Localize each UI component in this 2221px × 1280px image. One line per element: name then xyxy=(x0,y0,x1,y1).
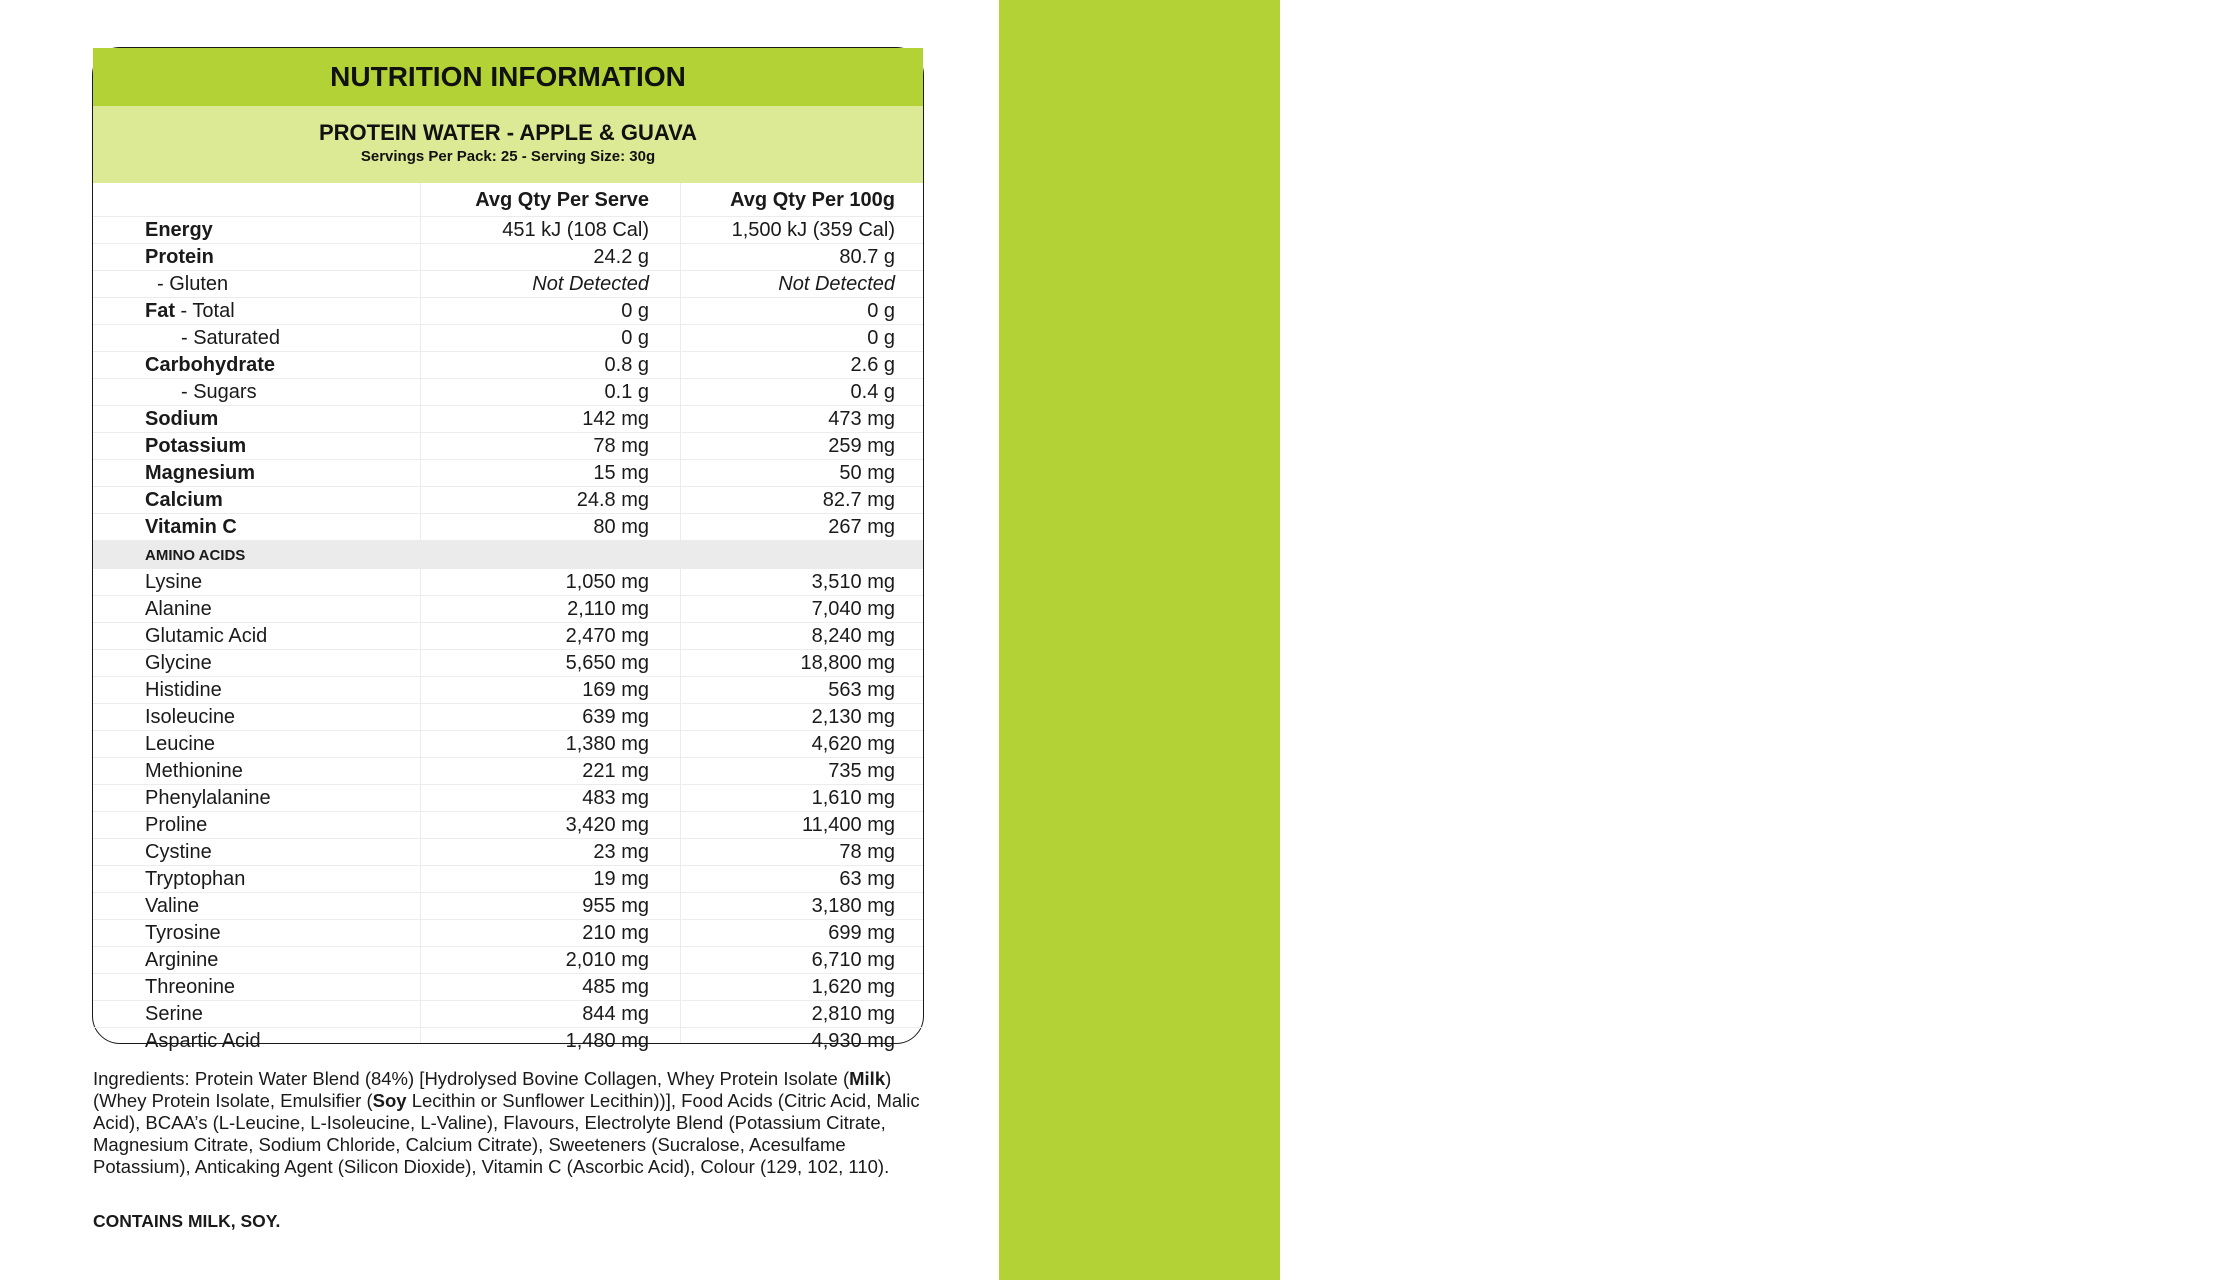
qty-per-100g: 735 mg xyxy=(828,760,895,782)
table-row xyxy=(93,866,923,893)
qty-per-100g: 0.4 g xyxy=(850,381,895,403)
table-row xyxy=(93,920,923,947)
qty-per-100g: 78 mg xyxy=(839,841,895,863)
amino-label: Isoleucine xyxy=(145,706,236,728)
amino-label: Leucine xyxy=(145,733,216,755)
amino-label: Lysine xyxy=(145,571,203,593)
qty-per-serve: Not Detected xyxy=(532,273,649,295)
qty-per-100g: 1,500 kJ (359 Cal) xyxy=(731,219,895,241)
table-row xyxy=(93,677,923,704)
qty-per-100g: 80.7 g xyxy=(839,246,895,268)
qty-per-serve: 844 mg xyxy=(582,1003,649,1025)
amino-label: Glutamic Acid xyxy=(145,625,268,647)
ingredients-part: ) (Whey Protein Isolate, Emulsifier ( xyxy=(93,1068,892,1111)
table-row xyxy=(93,623,923,650)
table-row xyxy=(93,839,923,866)
nutrition-panel xyxy=(92,47,924,1052)
table-row xyxy=(93,731,923,758)
table-row xyxy=(93,298,923,325)
qty-per-serve: 23 mg xyxy=(593,841,649,863)
flavour-side-panel xyxy=(999,0,2221,1280)
qty-per-100g: 259 mg xyxy=(828,435,895,457)
qty-per-100g: 2,130 mg xyxy=(811,706,895,728)
qty-per-serve: 24.2 g xyxy=(593,246,649,268)
qty-per-100g: 3,180 mg xyxy=(811,895,895,917)
table-row xyxy=(93,1001,923,1028)
table-row xyxy=(93,460,923,487)
column-header-row xyxy=(93,183,923,217)
nutrient-label: Sodium xyxy=(145,408,219,430)
table-row xyxy=(93,569,923,596)
nutrient-label: - Gluten xyxy=(157,273,229,295)
table-row xyxy=(93,379,923,406)
ingredients-part: Lecithin or Sunflower Lecithin))], Food Acids (Citric Acid, Malic Acid), BCAA’s (L-Leucine, L-Isoleucine, L-Valine), Flavours, Electrolyte Blend (Potassium Citrate, Magnesium Citrate, Sodium Chloride, Calcium Citrate), Sweeteners (Sucralose, Acesulfame Potassium), Anticaking Agent (Silicon Dioxide), Vitamin C (Ascorbic Acid), Colour (129, 102, 110). xyxy=(93,1090,920,1177)
qty-per-serve: 5,650 mg xyxy=(565,652,649,674)
qty-per-100g: 82.7 mg xyxy=(822,489,895,511)
qty-per-100g: 6,710 mg xyxy=(811,949,895,971)
qty-per-serve: 1,050 mg xyxy=(565,571,649,593)
qty-per-serve: 169 mg xyxy=(582,679,649,701)
nutrient-label: Magnesium xyxy=(145,462,256,484)
qty-per-100g: 699 mg xyxy=(828,922,895,944)
qty-per-serve: 639 mg xyxy=(582,706,649,728)
table-row xyxy=(93,325,923,352)
qty-per-serve: 451 kJ (108 Cal) xyxy=(502,219,649,241)
table-row xyxy=(93,244,923,271)
qty-per-serve: 0.8 g xyxy=(604,354,649,376)
nutrient-label xyxy=(145,300,235,323)
qty-per-100g: 63 mg xyxy=(839,868,895,890)
qty-per-100g: 563 mg xyxy=(828,679,895,701)
amino-label: Serine xyxy=(145,1003,203,1025)
qty-per-serve: 485 mg xyxy=(582,976,649,998)
amino-label: Arginine xyxy=(145,949,219,971)
qty-per-serve: 3,420 mg xyxy=(565,814,649,836)
amino-label: Valine xyxy=(145,895,200,917)
qty-per-100g: 0 g xyxy=(867,300,895,322)
nutrient-label: - Sugars xyxy=(181,381,257,403)
qty-per-100g: 1,620 mg xyxy=(811,976,895,998)
qty-per-100g: 267 mg xyxy=(828,516,895,538)
qty-per-100g: 11,400 mg xyxy=(801,814,895,836)
nutrient-label-bold: Fat xyxy=(145,300,175,322)
table-row xyxy=(93,974,923,1001)
nutrient-label: Protein xyxy=(145,246,214,268)
amino-label: Aspartic Acid xyxy=(145,1030,261,1052)
col-header-serve: Avg Qty Per Serve xyxy=(475,189,649,211)
amino-label: Glycine xyxy=(145,652,212,674)
product-header xyxy=(93,106,923,183)
amino-acids-section-header xyxy=(93,541,923,569)
section-title: AMINO ACIDS xyxy=(145,547,246,564)
nutrient-label: Energy xyxy=(145,219,213,241)
table-row xyxy=(93,217,923,244)
qty-per-100g: 3,510 mg xyxy=(811,571,895,593)
allergen-statement: CONTAINS MILK, SOY. xyxy=(93,1211,281,1231)
qty-per-100g: 4,930 mg xyxy=(811,1030,895,1052)
nutrient-label: Potassium xyxy=(145,435,247,457)
table-row xyxy=(93,271,923,298)
table-row xyxy=(93,812,923,839)
table-row xyxy=(93,406,923,433)
table-row xyxy=(93,352,923,379)
nutrient-label-rest: - Total xyxy=(175,300,235,322)
qty-per-serve: 1,380 mg xyxy=(565,733,649,755)
qty-per-serve: 19 mg xyxy=(593,868,649,890)
qty-per-100g: 0 g xyxy=(867,327,895,349)
amino-label: Cystine xyxy=(145,841,212,863)
amino-label: Tyrosine xyxy=(145,922,221,944)
qty-per-100g: 473 mg xyxy=(828,408,895,430)
table-row xyxy=(93,487,923,514)
flavour-vertical-label: APPLE & GUAVA xyxy=(2072,95,2221,1185)
table-row xyxy=(93,650,923,677)
ingredients-part: Ingredients: Protein Water Blend (84%) [Hydrolysed Bovine Collagen, Whey Protein Isolate ( xyxy=(93,1068,850,1089)
amino-acid-table xyxy=(93,569,923,1054)
col-header-100g: Avg Qty Per 100g xyxy=(730,189,895,211)
qty-per-100g: Not Detected xyxy=(778,273,895,295)
amino-label: Alanine xyxy=(145,598,212,620)
amino-label: Methionine xyxy=(145,760,243,782)
qty-per-serve: 0 g xyxy=(621,327,649,349)
table-row xyxy=(93,785,923,812)
qty-per-serve: 221 mg xyxy=(582,760,649,782)
qty-per-serve: 0 g xyxy=(621,300,649,322)
table-row xyxy=(93,1028,923,1054)
qty-per-serve: 24.8 mg xyxy=(576,489,649,511)
amino-label: Proline xyxy=(145,814,208,836)
amino-label: Threonine xyxy=(145,976,236,998)
qty-per-100g: 50 mg xyxy=(839,462,895,484)
qty-per-serve: 955 mg xyxy=(582,895,649,917)
amino-label: Phenylalanine xyxy=(145,787,271,809)
qty-per-serve: 142 mg xyxy=(582,408,649,430)
qty-per-serve: 0.1 g xyxy=(604,381,649,403)
nutrient-label: - Saturated xyxy=(181,327,280,349)
table-row xyxy=(93,893,923,920)
qty-per-100g: 7,040 mg xyxy=(811,598,895,620)
table-row xyxy=(93,433,923,460)
qty-per-100g: 2,810 mg xyxy=(811,1003,895,1025)
qty-per-100g: 2.6 g xyxy=(850,354,895,376)
product-name: PROTEIN WATER - APPLE & GUAVA xyxy=(318,120,698,145)
allergen-milk: Milk xyxy=(849,1068,886,1089)
qty-per-serve: 483 mg xyxy=(582,787,649,809)
nutrition-title: NUTRITION INFORMATION xyxy=(93,48,923,106)
qty-per-serve: 78 mg xyxy=(593,435,649,457)
serving-info: Servings Per Pack: 25 - Serving Size: 30g xyxy=(360,148,656,165)
allergen-soy: Soy xyxy=(372,1090,407,1111)
amino-label: Tryptophan xyxy=(145,868,246,890)
qty-per-serve: 80 mg xyxy=(593,516,649,538)
qty-per-serve: 1,480 mg xyxy=(565,1030,649,1052)
table-row xyxy=(93,514,923,541)
qty-per-100g: 18,800 mg xyxy=(800,652,895,674)
qty-per-serve: 2,470 mg xyxy=(565,625,649,647)
table-row xyxy=(93,758,923,785)
ingredients-text xyxy=(93,1068,923,1178)
qty-per-serve: 2,010 mg xyxy=(565,949,649,971)
qty-per-serve: 2,110 mg xyxy=(567,598,649,620)
qty-per-serve: 210 mg xyxy=(582,922,649,944)
nutrient-label: Calcium xyxy=(145,489,223,511)
table-row xyxy=(93,947,923,974)
qty-per-100g: 1,610 mg xyxy=(811,787,895,809)
qty-per-serve: 15 mg xyxy=(593,462,649,484)
nutrient-label: Carbohydrate xyxy=(145,354,276,376)
table-row xyxy=(93,596,923,623)
table-row xyxy=(93,704,923,731)
amino-label: Histidine xyxy=(145,679,222,701)
nutrient-label: Vitamin C xyxy=(145,516,237,538)
qty-per-100g: 4,620 mg xyxy=(811,733,895,755)
qty-per-100g: 8,240 mg xyxy=(811,625,895,647)
